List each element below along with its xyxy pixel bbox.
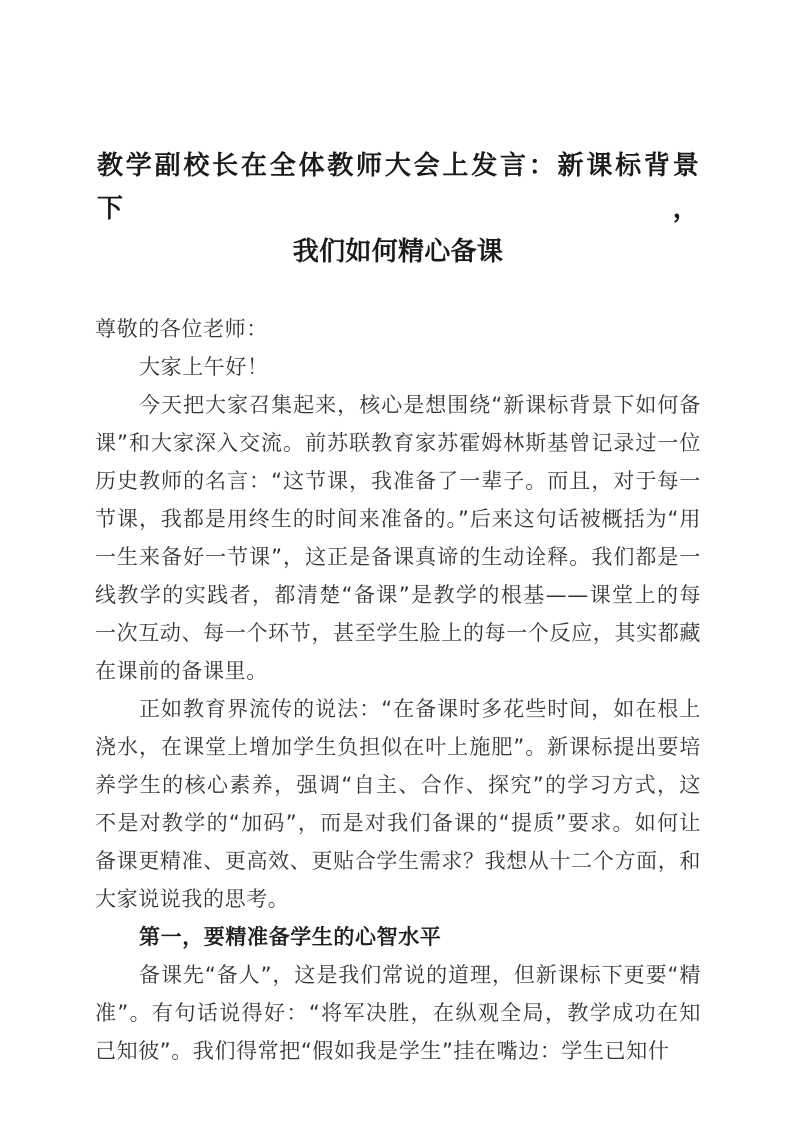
page-title [95,145,701,274]
document-content [95,145,701,1070]
section-body-1: 备课先“备人”，这是我们常说的道理，但新课标下更要“精准”。有句话说得好：“将军决胜，在纵观全局，教学成功在知己知彼”。我们得常把“假如我是学生”挂在嘴边：学生已知什 [95,963,701,1063]
paragraph-2: 正如教育界流传的说法：“在备课时多花些时间，如在根上浇水，在课堂上增加学生负担似在叶上施肥”。新课标提出要培养学生的核心素养，强调“自主、合作、探究”的学习方式，这不是对教学的“加码”，而是对我们备课的“提质”要求。如何让备课更精准、更高效、更贴合学生需求？我想从十二个方面，和大家说说我的思考。 [95,697,701,911]
paragraph-1: 今天把大家召集起来，核心是想围绕“新课标背景下如何备课”和大家深入交流。前苏联教育家苏霍姆林斯基曾记录过一位历史教师的名言：“这节课，我准备了一辈子。而且，对于每一节课，我都是用终生的时间来准备的。”后来这句话被概括为“用一生来备好一节课”，这正是备课真谛的生动诠释。我们都是一线教学的实践者，都清楚“备课”是教学的根基——课堂上的每一次互动、每一个环节，甚至学生脸上的每一个反应，其实都藏在课前的备课里。 [95,393,701,683]
page-title-line-1: 教学副校长在全体教师大会上发言：新课标背景下， [97,151,699,224]
document-body [95,310,701,1070]
section-heading-1: 第一，要精准备学生的心智水平 [139,925,442,949]
greeting-line: 大家上午好！ [139,355,269,379]
salutation-line: 尊敬的各位老师： [95,317,268,341]
page-title-line-2: 我们如何精心备课 [292,237,504,267]
